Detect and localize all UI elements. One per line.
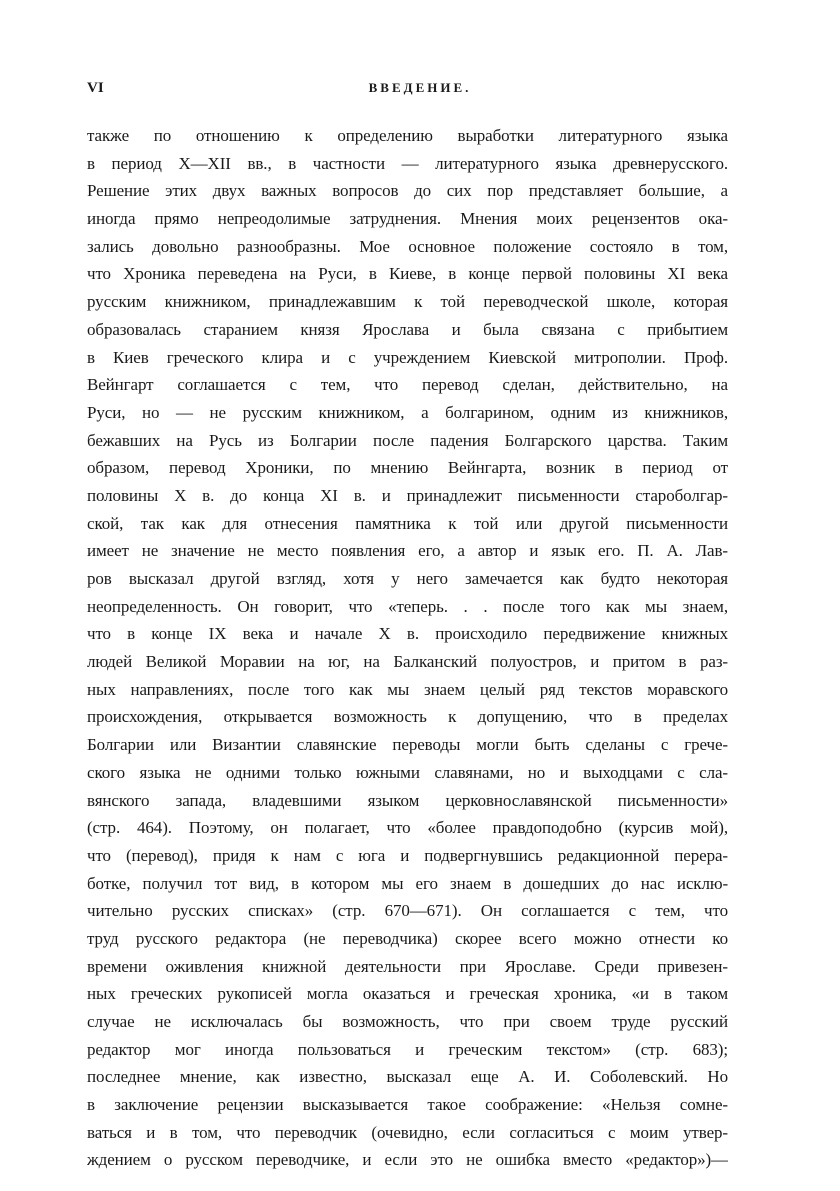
- text-line: образом, перевод Хроники, по мнению Вейнгарта, возник в период от: [87, 458, 728, 478]
- text-line: вянского запада, владевшими языком церковнославянской письменности»: [87, 790, 728, 810]
- text-line: ров высказал другой взгляд, хотя у него замечается как будто некоторая: [87, 569, 728, 588]
- body-text: [87, 122, 728, 1174]
- text-line: в период X—XII вв., в частности — литературного языка древнерусского.: [87, 153, 728, 173]
- text-line: русским книжником, принадлежавшим к той переводческой школе, которая: [87, 292, 728, 312]
- text-line: (стр. 464). Поэтому, он полагает, что «более правдоподобно (курсив мой),: [87, 818, 728, 838]
- text-line: имеет не значение не место появления его, а автор и язык его. П. А. Лав-: [87, 541, 728, 561]
- text-line: редактор мог иногда пользоваться и греческим текстом» (стр. 683);: [87, 1039, 728, 1059]
- text-line: иногда прямо непреодолимые затруднения. Мнения моих рецензентов ока-: [87, 209, 728, 229]
- text-line: последнее мнение, как известно, высказал еще А. И. Соболевский. Но: [87, 1067, 728, 1087]
- text-line: чительно русских списках» (стр. 670—671). Он соглашается с тем, что: [87, 901, 728, 921]
- text-line: ботке, получил тот вид, в котором мы его знаем в дошедших до нас исклю-: [87, 873, 728, 893]
- text-line: ных направлениях, после того как мы знаем целый ряд текстов моравского: [87, 679, 728, 699]
- text-line: Вейнгарт соглашается с тем, что перевод сделан, действительно, на: [87, 375, 728, 395]
- text-line: в Киев греческого клира и с учреждением Киевской митрополии. Проф.: [87, 347, 728, 367]
- text-line: ных греческих рукописей могла оказаться и греческая хроника, «и в таком: [87, 984, 728, 1004]
- running-title: ВВЕДЕНИЕ.: [368, 80, 472, 95]
- text-line: что (перевод), придя к нам с юга и подвергнувшись редакционной перера-: [87, 845, 728, 865]
- text-line: неопределенность. Он говорит, что «теперь. . . после того как мы знаем,: [87, 596, 728, 616]
- text-line: бежавших на Русь из Болгарии после падения Болгарского царства. Таким: [87, 430, 728, 450]
- text-line: случае не исключалась бы возможность, что при своем труде русский: [87, 1012, 728, 1031]
- text-line: в заключение рецензии высказывается такое соображение: «Нельзя сомне-: [87, 1095, 728, 1115]
- text-line: также по отношению к определению выработки литературного языка: [87, 126, 728, 145]
- text-line: зались довольно разнообразны. Мое основное положение состояло в том,: [87, 236, 728, 256]
- text-line: что Хроника переведена на Руси, в Киеве, в конце первой половины XI века: [87, 264, 728, 284]
- text-line: людей Великой Моравии на юг, на Балканский полуостров, и притом в раз-: [87, 652, 728, 672]
- text-line: образовалась старанием князя Ярослава и была связана с прибытием: [87, 319, 728, 339]
- text-line: Руси, но — не русским книжником, а болгарином, одним из книжников,: [87, 402, 728, 422]
- text-line: Решение этих двух важных вопросов до сих пор представляет большие, а: [87, 181, 728, 201]
- text-line: ваться и в том, что переводчик (очевидно, если согласиться с моим утвер-: [87, 1122, 728, 1142]
- text-line: ской, так как для отнесения памятника к той или другой письменности: [87, 513, 728, 533]
- text-line: половины X в. до конца XI в. и принадлежит письменности староболгар-: [87, 485, 728, 505]
- text-line: что в конце IX века и начале X в. происходило передвижение книжных: [87, 624, 728, 644]
- text-line: времени оживления книжной деятельности при Ярославе. Среди привезен-: [87, 956, 728, 976]
- text-line: ждением о русском переводчике, и если это не ошибка вместо «редактор»)—: [87, 1150, 728, 1170]
- text-line: ского языка не одними только южными славянами, но и выходцами с сла-: [87, 762, 728, 782]
- text-line: труд русского редактора (не переводчика) скорее всего можно отнести ко: [87, 928, 728, 948]
- page-number: VI: [87, 80, 104, 96]
- text-line: происхождения, открывается возможность к допущению, что в пределах: [87, 707, 728, 727]
- text-line: Болгарии или Византии славянские переводы могли быть сделаны с грече-: [87, 735, 728, 755]
